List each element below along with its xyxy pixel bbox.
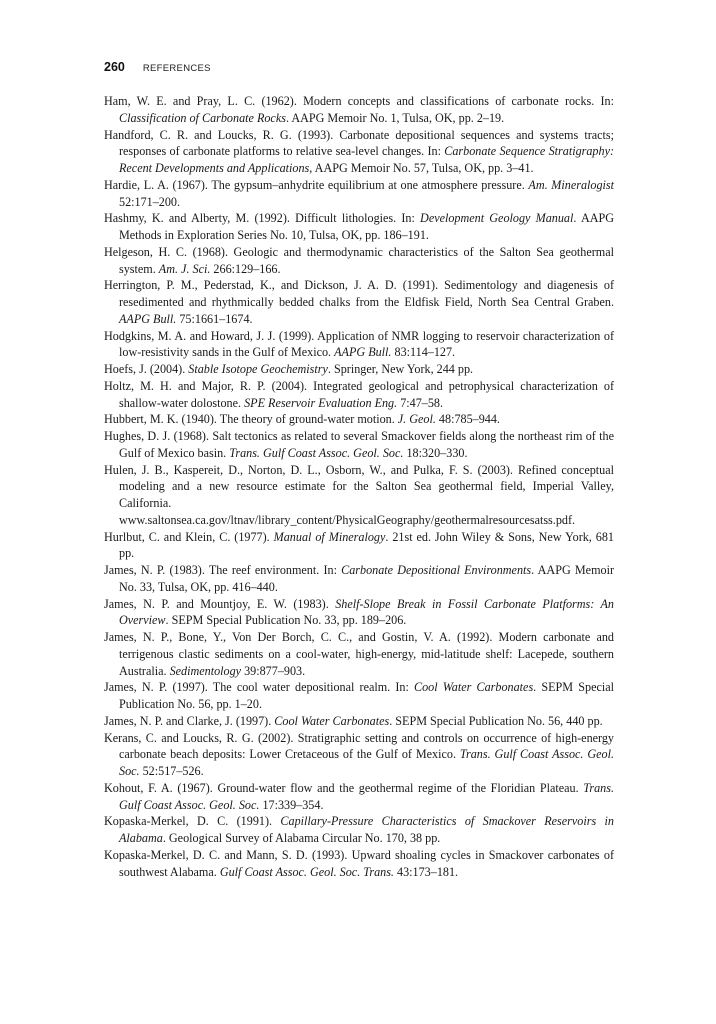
reference-entry — [104, 378, 614, 412]
reference-text: James, N. P. and Clarke, J. (1997). — [104, 713, 275, 728]
reference-entry — [104, 713, 614, 730]
reference-text: James, N. P. and Mountjoy, E. W. (1983). — [104, 596, 336, 611]
reference-text: . SEPM Special Publication No. 56, pp. 1–20. — [119, 680, 614, 711]
reference-italic-title: Carbonate Sequence Stratigraphy: Recent Developments and Applications — [119, 144, 615, 175]
reference-text: Holtz, M. H. and Major, R. P. (2004). Integrated geological and petrophysical characterization of shallow-water dolostone. — [104, 378, 614, 410]
reference-italic-title: AAPG Bull. — [334, 345, 392, 360]
reference-italic-title: SPE Reservoir Evaluation Eng. — [244, 395, 398, 410]
reference-text: Hodgkins, M. A. and Howard, J. J. (1999). Application of NMR logging to reservoir characterization of low-resistivity sands in the Gulf of Mexico. — [104, 328, 614, 360]
reference-text: 43:173–181. — [393, 864, 459, 879]
reference-text: 75:1661–1674. — [176, 311, 253, 326]
reference-text: Hardie, L. A. (1967). The gypsum–anhydrite equilibrium at one atmosphere pressure. — [104, 177, 529, 192]
reference-text: . AAPG Methods in Exploration Series No. 10, Tulsa, OK, pp. 186–191. — [119, 211, 615, 242]
reference-italic-title: Cool Water Carbonates — [414, 680, 534, 695]
reference-entry — [104, 328, 614, 362]
reference-italic-title: Sedimentology — [169, 663, 242, 678]
reference-text: Hoefs, J. (2004). — [104, 362, 189, 376]
reference-entry — [104, 596, 614, 630]
reference-text: . AAPG Memoir No. 33, Tulsa, OK, pp. 416–440. — [119, 563, 614, 594]
reference-italic-title: Trans. Gulf Coast Assoc. Geol. Soc. — [229, 445, 404, 460]
reference-text: James, N. P. (1983). The reef environment. In: — [104, 563, 342, 577]
reference-text: 7:47–58. — [397, 395, 444, 410]
running-head: REFERENCES — [142, 63, 211, 74]
reference-italic-title: J. Geol. — [397, 412, 436, 427]
reference-text: 17:339–354. — [259, 797, 324, 812]
reference-entry — [104, 210, 614, 244]
reference-italic-title: AAPG Bull. — [119, 311, 177, 326]
reference-italic-title: Carbonate Depositional Environments — [341, 563, 532, 577]
reference-entry — [104, 177, 614, 211]
reference-text: Kerans, C. and Loucks, R. G. (2002). Stratigraphic setting and controls on occurrence of high-energy carbonate beach deposits: Lower Cretaceous of the Gulf of Mexico. — [104, 730, 614, 762]
reference-entry — [104, 361, 614, 378]
reference-text: 39:877–903. — [241, 663, 306, 678]
reference-italic-title: Development Geology Manual — [420, 211, 574, 226]
reference-italic-title: Trans. Gulf Coast Assoc. Geol. Soc. — [119, 747, 615, 778]
reference-italic-title: Am. Mineralogist — [528, 177, 614, 192]
page-header — [104, 60, 211, 78]
reference-entry — [104, 277, 614, 327]
reference-text: Ham, W. E. and Pray, L. C. (1962). Modern concepts and classifications of carbonate rocks. In: — [104, 94, 614, 108]
reference-italic-title: Stable Isotope Geochemistry — [188, 362, 328, 376]
reference-entry — [104, 562, 614, 596]
reference-entry — [104, 847, 614, 881]
reference-entry — [104, 462, 614, 529]
reference-text: . SEPM Special Publication No. 33, pp. 189–206. — [165, 613, 407, 628]
reference-entry — [104, 780, 614, 814]
reference-entry — [104, 813, 614, 847]
reference-text: . Geological Survey of Alabama Circular No. 170, 38 pp. — [162, 831, 441, 845]
reference-entry — [104, 629, 614, 679]
reference-text: James, N. P., Bone, Y., Von Der Borch, C. C., and Gostin, V. A. (1992). Modern carbonate and terrigenous clastic sediments on a cool-water, high-energy, mid-latitude shelf: Lacepede, southern Australia. — [104, 630, 614, 678]
reference-text: Kopaska-Merkel, D. C. (1991). — [104, 814, 281, 829]
reference-entry — [104, 244, 614, 278]
reference-text: . SEPM Special Publication No. 56, 440 pp. — [389, 713, 603, 728]
reference-italic-title: Cool Water Carbonates — [274, 713, 390, 728]
reference-text: . 21st ed. John Wiley & Sons, New York, 681 pp. — [119, 529, 614, 561]
reference-text: Kopaska-Merkel, D. C. and Mann, S. D. (1993). Upward shoaling cycles in Smackover carbonates of southwest Alabama. — [104, 847, 614, 879]
reference-entry — [104, 127, 614, 177]
reference-entry — [104, 529, 614, 563]
reference-text: Helgeson, H. C. (1968). Geologic and thermodynamic characteristics of the Salton Sea geothermal system. — [104, 244, 614, 276]
reference-text: James, N. P. (1997). The cool water depositional realm. In: — [104, 680, 415, 695]
reference-text: . AAPG Memoir No. 1, Tulsa, OK, pp. 2–19. — [285, 110, 505, 125]
reference-text: 18:320–330. — [403, 445, 468, 460]
reference-text: 266:129–166. — [210, 261, 281, 276]
reference-italic-title: Shelf-Slope Break in Fossil Carbonate Platforms: An Overview — [119, 596, 614, 628]
reference-entry — [104, 679, 614, 713]
reference-italic-title: Capillary-Pressure Characteristics of Smackover Reservoirs in Alabama — [119, 814, 614, 845]
reference-text: Handford, C. R. and Loucks, R. G. (1993). Carbonate depositional sequences and systems tracts; responses of carbonate platforms to relative sea-level changes. In: — [104, 127, 614, 159]
reference-text: 52:171–200. — [119, 194, 181, 209]
reference-entry — [104, 730, 614, 780]
reference-text: Kohout, F. A. (1967). Ground-water flow and the geothermal regime of the Floridian Plateau. — [104, 780, 584, 795]
reference-text: . Springer, New York, 244 pp. — [327, 362, 474, 376]
reference-text: , AAPG Memoir No. 57, Tulsa, OK, pp. 3–41. — [309, 161, 534, 175]
reference-italic-title: Manual of Mineralogy — [273, 529, 386, 544]
reference-text: Hubbert, M. K. (1940). The theory of ground-water motion. — [104, 412, 398, 427]
reference-text: 52:517–526. — [139, 764, 204, 778]
reference-text: 48:785–944. — [435, 412, 500, 427]
reference-list — [104, 93, 614, 880]
reference-italic-title: Am. J. Sci. — [158, 261, 211, 276]
page-number: 260 — [104, 60, 125, 74]
reference-text: Hurlbut, C. and Klein, C. (1977). — [104, 529, 274, 544]
reference-text: Hughes, D. J. (1968). Salt tectonics as related to several Smackover fields along the northeast rim of the Gulf of Mexico basin. — [104, 429, 614, 460]
reference-text: Herrington, P. M., Pederstad, K., and Dickson, J. A. D. (1991). Sedimentology and diagenesis of resedimented and rhythmically bedded chalks from the Eldfisk Field, North Sea Central Graben. — [104, 278, 614, 309]
reference-entry — [104, 93, 614, 127]
reference-italic-title: Classification of Carbonate Rocks — [119, 110, 286, 125]
reference-entry — [104, 411, 614, 428]
reference-text: Hulen, J. B., Kaspereit, D., Norton, D. L., Osborn, W., and Pulka, F. S. (2003). Refined conceptual modeling and a new resource estimate for the Salton Sea geothermal field, Imperial Valley, California. www.saltonsea.ca.gov/ltnav/library_content/PhysicalGeography/geothermalresourcesatss.pdf. — [104, 462, 614, 527]
reference-italic-title: Gulf Coast Assoc. Geol. Soc. Trans. — [219, 864, 394, 879]
reference-italic-title: Trans. Gulf Coast Assoc. Geol. Soc. — [119, 780, 614, 812]
reference-entry — [104, 428, 614, 462]
reference-text: Hashmy, K. and Alberty, M. (1992). Difficult lithologies. In: — [104, 211, 421, 226]
reference-text: 83:114–127. — [391, 345, 456, 360]
